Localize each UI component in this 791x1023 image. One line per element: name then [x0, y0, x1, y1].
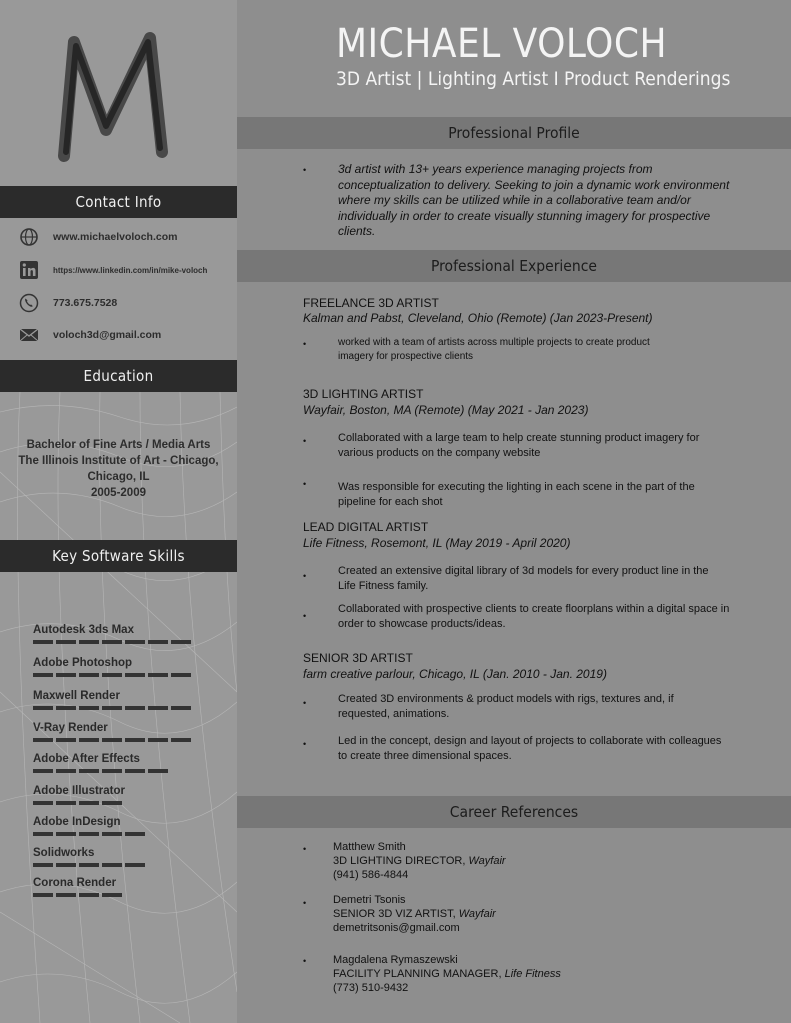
education-block [0, 437, 237, 501]
skill-level-segment [56, 706, 76, 710]
skill-item [33, 623, 223, 644]
skill-level-segment [125, 706, 145, 710]
skill-level-segment [125, 863, 145, 867]
skill-level-segment [148, 738, 168, 742]
skill-name: Adobe Illustrator [33, 785, 126, 797]
skill-level-segment [56, 673, 76, 677]
job-company: Wayfair, Boston, MA (Remote) (May 2021 - Jan 2023) [303, 403, 589, 417]
skill-level-segment [56, 801, 76, 805]
skill-level-segment [56, 893, 76, 897]
skill-level-segment [56, 738, 76, 742]
full-name: MICHAEL VOLOCH [336, 21, 668, 67]
reference-role: SENIOR 3D VIZ ARTIST, [333, 908, 456, 920]
skill-level-segment [102, 801, 122, 805]
skill-level-segment [102, 769, 122, 773]
bullet-dot: • [303, 698, 307, 708]
skill-level-bar [33, 801, 223, 805]
reference-role-line [333, 854, 506, 868]
website-text: www.michaelvoloch.com [53, 231, 178, 243]
job-bullet: Created an extensive digital library of 3d models for every product line in the Life Fitness family. [338, 565, 709, 592]
reference-item [333, 840, 506, 882]
skill-level-segment [33, 769, 53, 773]
skill-level-segment [56, 769, 76, 773]
skill-level-segment [79, 673, 99, 677]
education-location: Chicago, IL [87, 471, 150, 483]
skill-level-segment [148, 640, 168, 644]
skill-level-segment [171, 673, 191, 677]
skill-level-bar [33, 640, 223, 644]
bullet-dot: • [303, 479, 307, 489]
bullet-dot: • [303, 611, 307, 621]
job-tagline: 3D Artist | Lighting Artist I Product Renderings [336, 68, 731, 90]
skill-level-segment [148, 706, 168, 710]
skill-name: Corona Render [33, 877, 117, 889]
skill-level-bar [33, 769, 223, 773]
skill-level-segment [79, 801, 99, 805]
sidebar [0, 0, 237, 1023]
skill-level-segment [125, 832, 145, 836]
skill-level-segment [79, 738, 99, 742]
contact-phone[interactable] [18, 291, 233, 315]
skill-level-segment [33, 893, 53, 897]
skill-level-segment [56, 640, 76, 644]
globe-icon [18, 226, 40, 248]
profile-heading: Professional Profile [237, 117, 791, 149]
skill-item [33, 689, 223, 710]
contact-website[interactable] [18, 225, 233, 249]
job-title: SENIOR 3D ARTIST [303, 651, 413, 665]
skill-level-bar [33, 863, 223, 867]
skill-level-segment [102, 893, 122, 897]
skill-level-segment [125, 769, 145, 773]
job-bullet: Collaborated with a large team to help create stunning product imagery for various products on the company website [338, 432, 700, 459]
job-bullet: Led in the concept, design and layout of projects to collaborate with colleagues to create three dimensional spaces. [338, 735, 722, 762]
bullet-dot: • [303, 956, 307, 966]
reference-item [333, 893, 496, 935]
experience-heading: Professional Experience [237, 250, 791, 282]
skill-item [33, 656, 223, 677]
skill-level-segment [79, 832, 99, 836]
bullet-dot: • [303, 571, 307, 581]
skill-level-bar [33, 738, 223, 742]
contact-email[interactable] [18, 323, 233, 347]
job-title: 3D LIGHTING ARTIST [303, 387, 424, 401]
reference-name: Magdalena Rymaszewski [333, 954, 458, 966]
monogram-m-logo [50, 26, 180, 166]
skill-level-segment [171, 640, 191, 644]
skill-level-segment [102, 738, 122, 742]
skill-level-segment [79, 640, 99, 644]
skill-level-segment [125, 738, 145, 742]
job-title: FREELANCE 3D ARTIST [303, 296, 439, 310]
skills-heading: Key Software Skills [0, 540, 237, 572]
skill-level-segment [79, 706, 99, 710]
skill-level-bar [33, 893, 223, 897]
skill-item [33, 815, 223, 836]
reference-contact[interactable]: demetritsonis@gmail.com [333, 922, 460, 934]
skill-level-segment [148, 673, 168, 677]
bullet-dot: • [303, 339, 307, 349]
reference-role: FACILITY PLANNING MANAGER, [333, 968, 502, 980]
reference-role-line [333, 967, 561, 981]
skill-item [33, 846, 223, 867]
job-company: farm creative parlour, Chicago, IL (Jan. 2010 - Jan. 2019) [303, 667, 607, 681]
contact-linkedin[interactable] [18, 258, 233, 282]
skill-level-segment [102, 640, 122, 644]
bullet-dot: • [303, 844, 307, 854]
job-bullet: Created 3D environments & product models with rigs, textures and, if requested, animations. [338, 693, 674, 720]
reference-company: Wayfair [458, 908, 496, 920]
education-heading: Education [0, 360, 237, 392]
skill-name: Adobe Photoshop [33, 657, 133, 669]
bullet-dot: • [303, 739, 307, 749]
skill-level-segment [125, 640, 145, 644]
skill-level-segment [79, 863, 99, 867]
phone-text: 773.675.7528 [53, 297, 118, 309]
reference-company: Life Fitness [504, 968, 561, 980]
skill-level-segment [102, 706, 122, 710]
skill-item [33, 721, 223, 742]
contact-info-heading: Contact Info [0, 186, 237, 218]
reference-role: 3D LIGHTING DIRECTOR, [333, 855, 466, 867]
profile-summary: 3d artist with 13+ years experience managing projects from conceptualization to delivery. Seeking to join a dynamic work environment where my skills can be utilized while in a collaborative team and/or individually in order to create visually stunning imagery for prospective clients. [338, 162, 730, 238]
skill-level-segment [171, 738, 191, 742]
skill-level-segment [102, 832, 122, 836]
skill-level-segment [125, 673, 145, 677]
reference-name: Matthew Smith [333, 841, 406, 853]
skill-level-segment [148, 769, 168, 773]
skill-name: Solidworks [33, 847, 95, 859]
mail-icon [18, 324, 40, 346]
skill-name: Adobe InDesign [33, 816, 121, 828]
bullet-dot: • [303, 898, 307, 908]
skill-level-segment [171, 706, 191, 710]
job-bullet: worked with a team of artists across multiple projects to create product imagery for prospective clients [338, 337, 650, 362]
skill-level-segment [33, 738, 53, 742]
job-title: LEAD DIGITAL ARTIST [303, 520, 429, 534]
skill-level-segment [33, 832, 53, 836]
reference-role-line [333, 907, 496, 921]
job-bullet: Collaborated with prospective clients to create floorplans within a digital space in order to showcase products/ideas. [338, 603, 730, 630]
reference-contact: (773) 510-9432 [333, 982, 409, 994]
skill-level-segment [56, 863, 76, 867]
skill-level-segment [79, 769, 99, 773]
skill-level-bar [33, 673, 223, 677]
skill-item [33, 752, 223, 773]
skill-level-segment [33, 801, 53, 805]
skill-name: Adobe After Effects [33, 753, 140, 765]
skill-level-segment [79, 893, 99, 897]
reference-name: Demetri Tsonis [333, 894, 406, 906]
skill-item [33, 876, 223, 897]
job-bullet: Was responsible for executing the lighting in each scene in the part of the pipeline for each shot [338, 481, 695, 508]
skill-level-segment [102, 673, 122, 677]
skill-level-segment [33, 706, 53, 710]
bullet-dot: • [303, 165, 307, 175]
education-degree: Bachelor of Fine Arts / Media Arts [26, 439, 211, 451]
education-years: 2005-2009 [91, 487, 146, 499]
skill-level-segment [33, 863, 53, 867]
skill-level-segment [102, 863, 122, 867]
reference-contact: (941) 586-4844 [333, 869, 409, 881]
job-company: Kalman and Pabst, Cleveland, Ohio (Remote) (Jan 2023-Present) [303, 311, 653, 325]
skill-name: Maxwell Render [33, 690, 120, 702]
linkedin-text: https://www.linkedin.com/in/mike-voloch [53, 265, 208, 275]
references-heading: Career References [237, 796, 791, 828]
skill-name: Autodesk 3ds Max [33, 624, 134, 636]
email-text: voloch3d@gmail.com [53, 329, 162, 341]
reference-item [333, 953, 561, 995]
skill-level-segment [33, 640, 53, 644]
job-company: Life Fitness, Rosemont, IL (May 2019 - April 2020) [303, 536, 571, 550]
name-header [336, 22, 730, 92]
skill-name: V-Ray Render [33, 722, 108, 734]
bullet-dot: • [303, 436, 307, 446]
reference-company: Wayfair [468, 855, 506, 867]
skill-level-bar [33, 706, 223, 710]
linkedin-icon [18, 259, 40, 281]
skill-level-bar [33, 832, 223, 836]
phone-icon [18, 292, 40, 314]
education-school: The Illinois Institute of Art - Chicago, [18, 455, 219, 467]
skill-item [33, 784, 223, 805]
skill-level-segment [33, 673, 53, 677]
skill-level-segment [56, 832, 76, 836]
